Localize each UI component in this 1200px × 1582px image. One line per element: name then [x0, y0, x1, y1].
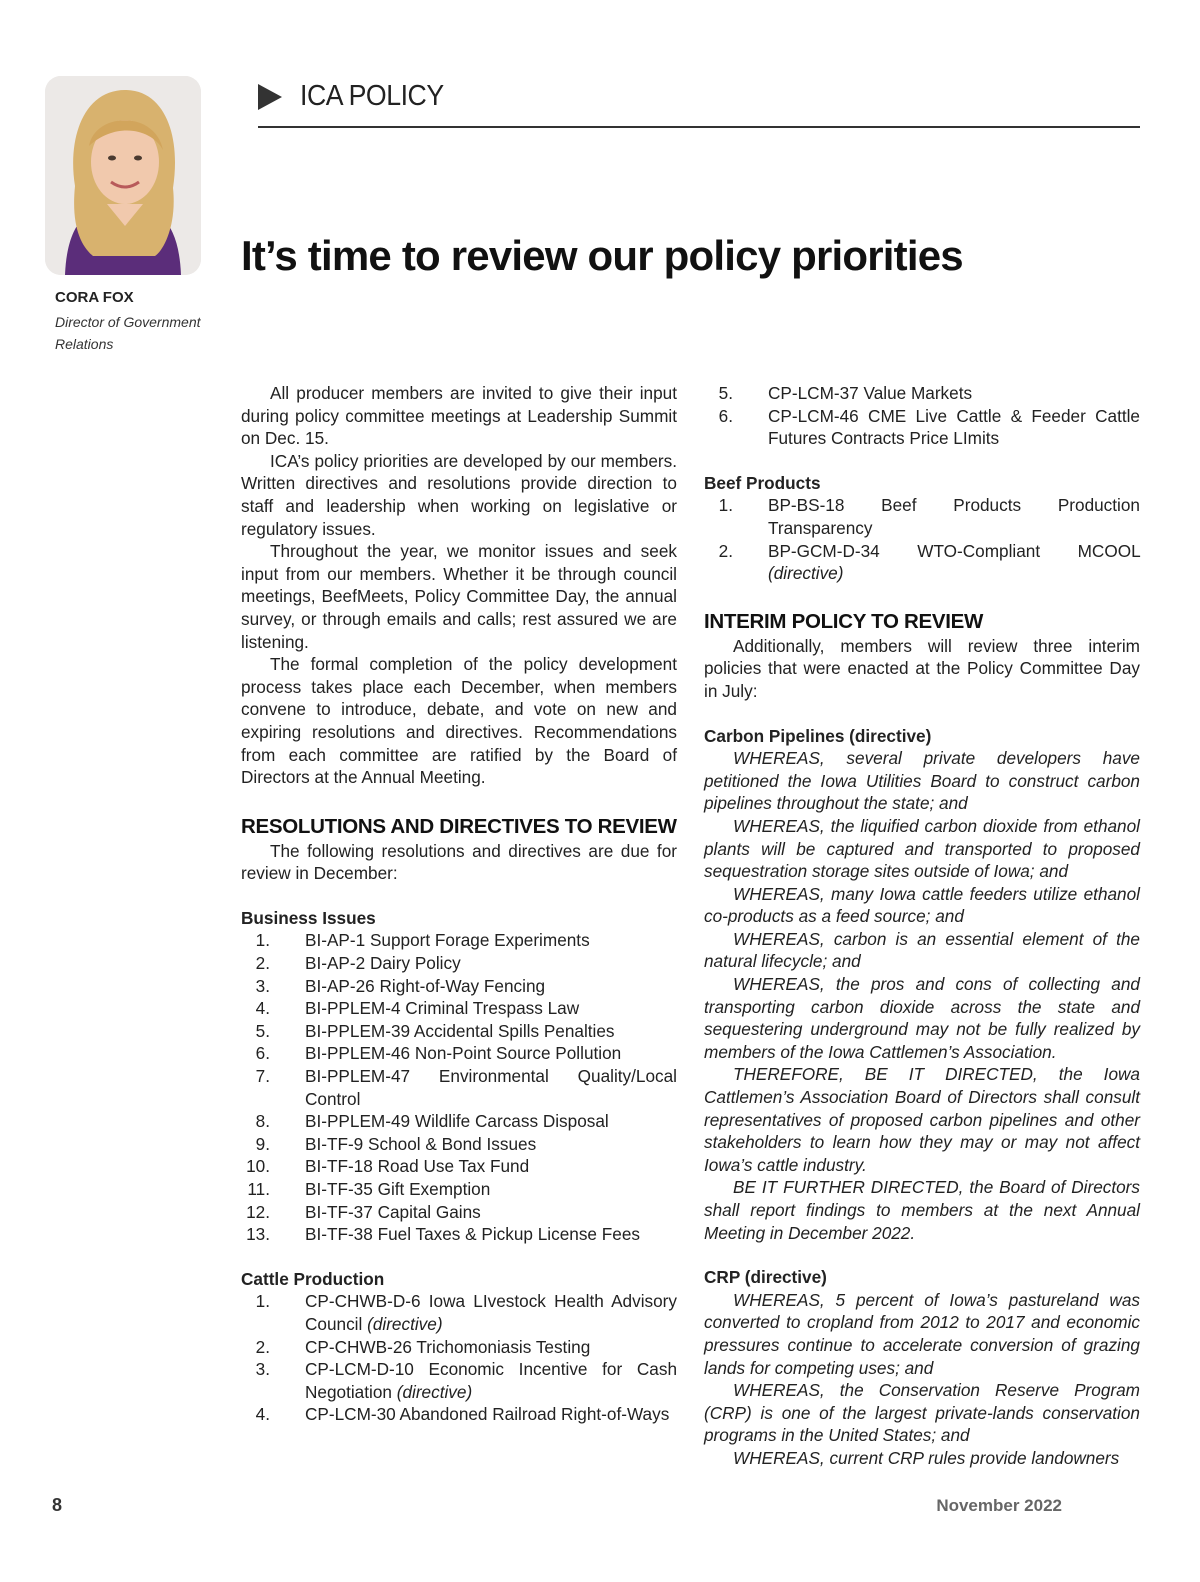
list-item — [241, 1336, 677, 1359]
list-item — [241, 1155, 677, 1178]
intro-paragraph: ICA’s policy priorities are developed by our members. Written directives and resolutions provide direction to staff and leadership when working on legislative or regulatory issues. — [241, 450, 677, 539]
directive-note: (directive) — [367, 1313, 443, 1334]
list-item-text — [305, 1358, 677, 1403]
cattle-production-list-continued — [704, 382, 1140, 450]
list-item — [241, 975, 677, 998]
clause-paragraph: WHEREAS, several private developers have petitioned the Iowa Utilities Board to construct carbon pipelines throughout the state; and — [704, 748, 1140, 814]
item-title: CP-LCM-30 Abandoned Railroad Right-of-Ways — [305, 1404, 670, 1425]
list-number: 10. — [246, 1156, 270, 1177]
header-rule — [258, 126, 1140, 128]
list-item — [704, 540, 1140, 585]
beef-products-heading: Beef Products — [704, 472, 821, 493]
author-photo — [45, 76, 201, 275]
list-item-text — [305, 1403, 677, 1426]
list-item-text: CP-LCM-46 CME Live Cattle & Feeder Cattle Futures Contracts Price LImits — [768, 405, 1140, 449]
business-issues-list — [241, 929, 677, 1245]
clause-paragraph: WHEREAS, many Iowa cattle feeders utilize ethanol co-products as a feed source; and — [704, 883, 1140, 927]
list-number: 8. — [255, 1111, 270, 1132]
intro-paragraph: The formal completion of the policy development process takes place each December, when members convene to introduce, debate, and vote on new and expiring resolutions and directives. Recommendations from each committee are ratified by the Board of Directors at the Annual Meeting. — [241, 654, 677, 788]
crp-text — [704, 1289, 1140, 1470]
list-number: 6. — [255, 1043, 270, 1064]
list-item-text: BI-PPLEM-39 Accidental Spills Penalties — [305, 1020, 615, 1041]
list-item-text: BI-TF-37 Capital Gains — [305, 1201, 481, 1222]
list-number: 7. — [255, 1066, 270, 1087]
page-number: 8 — [52, 1495, 63, 1515]
list-item — [704, 405, 1140, 450]
right-column — [704, 382, 1140, 1470]
clause-paragraph: BE IT FURTHER DIRECTED, the Board of Directors shall report findings to members at the next Annual Meeting in December 2022. — [704, 1177, 1140, 1243]
author-name: CORA FOX — [55, 289, 134, 306]
list-item — [241, 1065, 677, 1110]
list-number: 6. — [718, 405, 733, 426]
list-number: 3. — [255, 975, 270, 996]
list-item-text: BI-TF-18 Road Use Tax Fund — [305, 1156, 530, 1177]
list-item-text: CP-LCM-37 Value Markets — [768, 383, 973, 403]
item-title: CP-LCM-D-10 Economic Incentive for Cash Negotiation — [305, 1359, 677, 1402]
intro-paragraph: Throughout the year, we monitor issues and seek input from our members. Whether it be through council meetings, BeefMeets, Policy Committee Day, the annual survey, or through emails and calls; rest assured we are listening. — [241, 541, 677, 652]
list-number: 9. — [255, 1133, 270, 1154]
list-number: 1. — [255, 930, 270, 951]
list-item — [241, 929, 677, 952]
article-headline: It’s time to review our policy priorities — [241, 232, 963, 279]
list-item-text: BI-AP-2 Dairy Policy — [305, 953, 461, 974]
crp-heading: CRP (directive) — [704, 1267, 827, 1288]
list-item — [704, 382, 1140, 405]
list-item-text — [305, 1336, 677, 1359]
list-number: 1. — [255, 1291, 270, 1312]
list-item — [241, 1042, 677, 1065]
list-item-text: BI-PPLEM-4 Criminal Trespass Law — [305, 998, 580, 1019]
list-number: 2. — [718, 540, 733, 561]
list-item — [241, 1403, 677, 1426]
business-issues-heading: Business Issues — [241, 907, 376, 928]
directive-note: (directive) — [768, 563, 844, 584]
review-intro: The following resolutions and directives are due for review in December: — [241, 840, 677, 884]
list-item — [241, 952, 677, 975]
list-item-text: BI-AP-1 Support Forage Experiments — [305, 930, 590, 951]
list-item-text: BI-PPLEM-47 Environmental Quality/Local Control — [305, 1066, 677, 1109]
play-triangle-icon — [258, 84, 282, 110]
list-number: 4. — [255, 998, 270, 1019]
list-number: 3. — [255, 1359, 270, 1380]
list-item — [241, 997, 677, 1020]
clause-paragraph: WHEREAS, 5 percent of Iowa’s pastureland was converted to cropland from 2012 to 2017 and economic pressures continue to accelerate conversion of grazing lands for competing uses; and — [704, 1289, 1140, 1378]
item-title: BP-GCM-D-34 WTO-Compliant MCOOL — [768, 540, 1140, 561]
list-item — [704, 494, 1140, 539]
list-item-text — [305, 1290, 677, 1335]
list-item — [241, 1110, 677, 1133]
list-number: 1. — [718, 495, 733, 516]
cattle-production-heading: Cattle Production — [241, 1268, 385, 1289]
list-item-text: BI-PPLEM-46 Non-Point Source Pollution — [305, 1043, 622, 1064]
list-item-text: BI-TF-35 Gift Exemption — [305, 1179, 491, 1199]
section-header — [258, 80, 456, 113]
interim-intro: Additionally, members will review three interim policies that were enacted at the Policy Committee Day in July: — [704, 635, 1140, 701]
intro-paragraph: All producer members are invited to give their input during policy committee meetings at Leadership Summit on Dec. 15. — [241, 383, 677, 449]
list-item-text: BI-PPLEM-49 Wildlife Carcass Disposal — [305, 1111, 609, 1132]
clause-paragraph: WHEREAS, the Conservation Reserve Program (CRP) is one of the largest private-lands conservation programs in the United States; and — [704, 1380, 1140, 1446]
item-title: BP-BS-18 Beef Products Production Transparency — [768, 495, 1140, 538]
list-item-text — [768, 540, 1140, 585]
cattle-production-list — [241, 1290, 677, 1426]
clause-paragraph: WHEREAS, the pros and cons of collecting and transporting carbon dioxide across the state and sequestering underground may not be fully realized by members of the Iowa Cattlemen’s Association. — [704, 974, 1140, 1062]
list-item-text: BI-TF-38 Fuel Taxes & Pickup License Fees — [305, 1224, 640, 1245]
list-item — [241, 1358, 677, 1403]
list-item — [241, 1178, 677, 1201]
issue-date: November 2022 — [936, 1496, 1062, 1515]
section-label: ICA POLICY — [300, 80, 444, 112]
clause-paragraph: WHEREAS, carbon is an essential element of the natural lifecycle; and — [704, 928, 1140, 972]
list-number: 2. — [255, 953, 270, 974]
clause-paragraph: THEREFORE, BE IT DIRECTED, the Iowa Cattlemen’s Association Board of Directors shall consult representatives of proposed carbon pipelines and other stakeholders to learn how they may or may not affect Iowa’s cattle industry. — [704, 1064, 1140, 1175]
list-item — [241, 1201, 677, 1224]
author-title: Director of Government Relations — [55, 314, 201, 352]
left-column — [241, 382, 677, 1426]
list-number: 5. — [718, 383, 733, 403]
list-item — [241, 1223, 677, 1246]
list-number: 5. — [255, 1020, 270, 1041]
list-item — [241, 1290, 677, 1335]
list-item — [241, 1020, 677, 1043]
clause-paragraph: WHEREAS, current CRP rules provide landowners — [733, 1447, 1120, 1468]
list-number: 13. — [246, 1224, 270, 1245]
carbon-pipelines-text — [704, 747, 1140, 1244]
directive-note: (directive) — [396, 1381, 473, 1402]
list-number: 4. — [255, 1404, 270, 1425]
list-item-text: BI-TF-9 School & Bond Issues — [305, 1133, 537, 1154]
beef-products-list — [704, 494, 1140, 584]
clause-paragraph: WHEREAS, the liquified carbon dioxide from ethanol plants will be captured and transported to proposed sequestration storage sites outside of Iowa; and — [704, 815, 1140, 882]
list-item — [241, 1133, 677, 1156]
list-item-text — [768, 494, 1140, 539]
list-item-text: BI-AP-26 Right-of-Way Fencing — [305, 975, 546, 996]
item-title: CP-CHWB-26 Trichomoniasis Testing — [305, 1336, 591, 1357]
list-number: 2. — [255, 1336, 270, 1357]
interim-heading: INTERIM POLICY TO REVIEW — [704, 609, 984, 633]
carbon-pipelines-heading: Carbon Pipelines (directive) — [704, 725, 932, 746]
review-heading: RESOLUTIONS AND DIRECTIVES TO REVIEW — [241, 814, 677, 838]
item-title: CP-CHWB-D-6 Iowa LIvestock Health Advisory Council — [305, 1291, 677, 1334]
list-number: 12. — [246, 1201, 270, 1222]
list-number: 11. — [247, 1179, 270, 1199]
